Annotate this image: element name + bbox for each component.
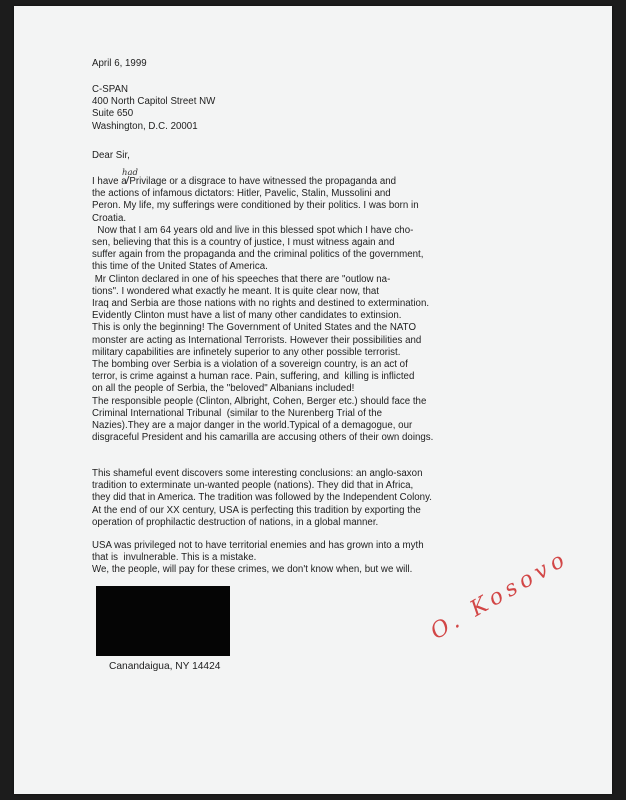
- text-line: Criminal International Tribunal (similar to the Nurenberg Trial of the: [92, 407, 383, 419]
- text-line: the actions of infamous dictators: Hitler, Pavelic, Stalin, Mussolini and: [92, 188, 391, 200]
- address-line: Suite 650: [92, 108, 134, 120]
- text-line: military capabilities are infinetely superior to any other possible terrorist.: [92, 346, 401, 358]
- text-line: sen, believing that this is a country of justice, I must witness again and: [92, 237, 395, 249]
- sender-city: Canandaigua, NY 14424: [109, 661, 221, 672]
- text-line: I have a Privilage or a disgrace to have witnessed the propaganda and: [92, 176, 397, 187]
- text-line: disgraceful President and his camarilla are accusing others of their own doings.: [92, 432, 434, 444]
- text-line: Peron. My life, my sufferings were conditioned by their politics. I was born in: [92, 200, 419, 212]
- address-line: C-SPAN: [92, 84, 129, 95]
- handwritten-insertion: had: [122, 168, 138, 178]
- text-line: monster are acting as International Terrorists. However their possibilities and: [92, 334, 422, 346]
- text-line: terror, is crime against a human race. Pain, suffering, and killing is inflicted: [92, 371, 415, 383]
- address-line: Washington, D.C. 20001: [92, 120, 198, 132]
- text-line: Croatia.: [92, 212, 127, 224]
- paragraph-2: [92, 468, 432, 529]
- handwritten-annotation: O. Kosovo: [426, 545, 574, 645]
- text-line: tradition to exterminate un-wanted people (nations). They did that in Africa,: [92, 480, 414, 492]
- text-line: operation of prophilactic destruction of nations, in a global manner.: [92, 516, 379, 528]
- address-line: 400 North Capitol Street NW: [92, 96, 216, 108]
- text-line: At the end of our XX century, USA is perfecting this tradition by exporting the: [92, 504, 421, 516]
- text-line: We, the people, will pay for these crimes, we don't know when, but we will.: [92, 564, 413, 576]
- redaction-block: [96, 586, 230, 656]
- text-line: they did that in America. The tradition was followed by the Independent Colony.: [92, 492, 432, 504]
- letter-page: [14, 6, 612, 794]
- text-line: tions". I wondered what exactly he meant. It is quite clear now, that: [92, 285, 379, 297]
- text-line: this time of the United States of America.: [92, 261, 268, 273]
- text-line: USA was privileged not to have territorial enemies and has grown into a myth: [92, 540, 424, 551]
- text-line: This is only the beginning! The Government of United States and the NATO: [92, 322, 416, 334]
- paragraph-3: [92, 540, 424, 577]
- salutation: Dear Sir,: [92, 150, 130, 161]
- paragraph-1: [92, 176, 433, 444]
- recipient-address: [92, 84, 215, 133]
- text-line: Iraq and Serbia are those nations with no rights and destined to extermination.: [92, 298, 430, 310]
- text-line: Now that I am 64 years old and live in this blessed spot which I have cho-: [92, 224, 414, 236]
- letter-date: April 6, 1999: [92, 58, 147, 69]
- text-line: that is invulnerable. This is a mistake.: [92, 552, 257, 564]
- text-line: The responsible people (Clinton, Albright, Cohen, Berger etc.) should face the: [92, 395, 427, 407]
- text-line: This shameful event discovers some interesting conclusions: an anglo-saxon: [92, 468, 423, 479]
- text-line: Evidently Clinton must have a list of many other candidates to extinsion.: [92, 310, 402, 322]
- text-line: Mr Clinton declared in one of his speeches that there are "outlow na-: [92, 273, 391, 285]
- text-line: The bombing over Serbia is a violation of a sovereign country, is an act of: [92, 359, 408, 371]
- text-line: Nazies).They are a major danger in the world.Typical of a demagogue, our: [92, 420, 413, 432]
- text-line: suffer again from the propaganda and the criminal politics of the government,: [92, 249, 424, 261]
- text-line: on all the people of Serbia, the "beloved" Albanians included!: [92, 383, 355, 395]
